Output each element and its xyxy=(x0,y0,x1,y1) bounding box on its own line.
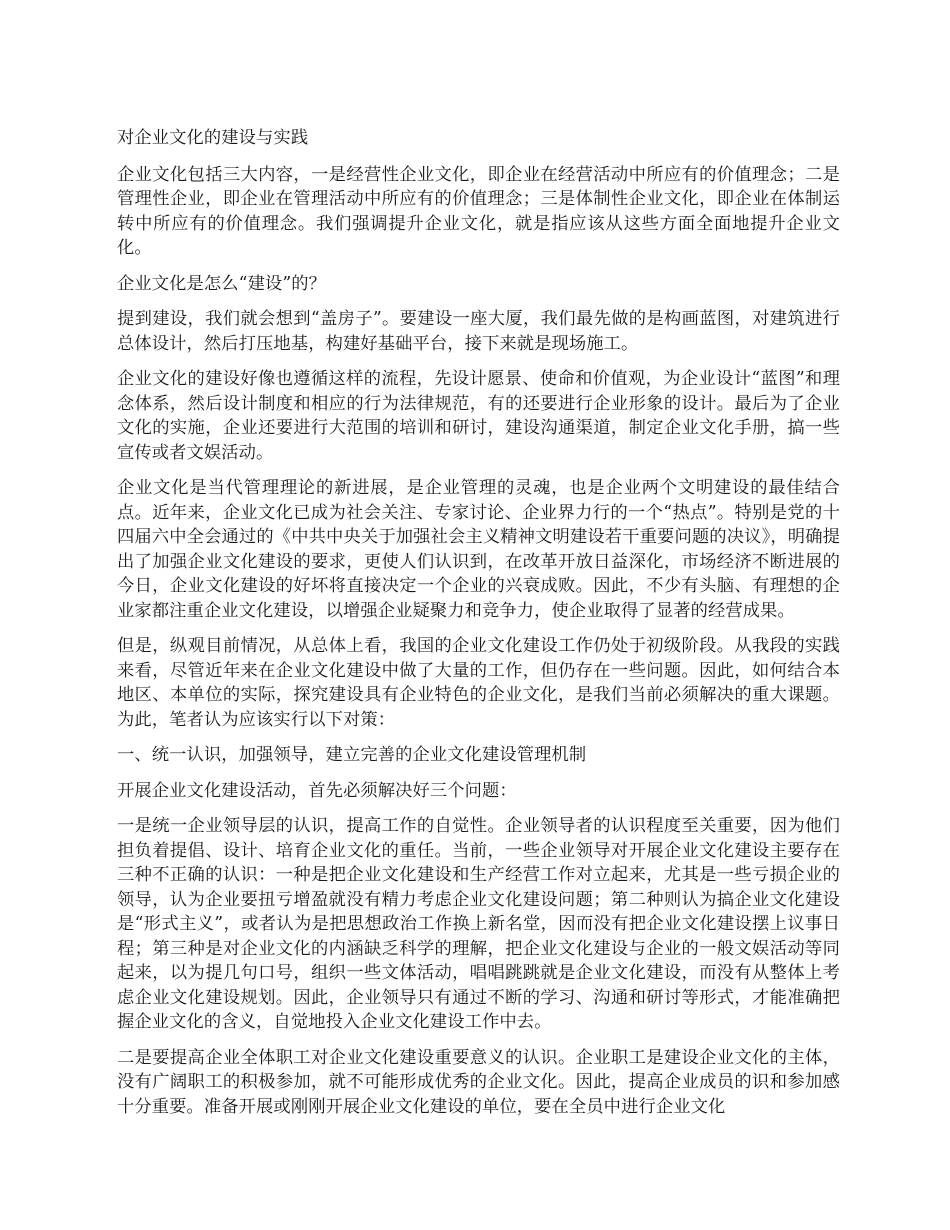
paragraph-process: 企业文化的建设好像也遵循这样的流程，先设计愿景、使命和价值观，为企业设计“蓝图”和理念体系，然后设计制度和相应的行为法律规范，有的还要进行企业形象的设计。最后为了企业文化的实施，企业还要进行大范围的培训和研讨，建设沟通渠道，制定企业文化手册，搞一些宣传或者文娱活动。 xyxy=(117,369,840,463)
paragraph-house-analogy: 提到建设，我们就会想到“盖房子”。要建设一座大厦，我们最先做的是构画蓝图，对建筑进行总体设计，然后打压地基，构建好基础平台，接下来就是现场施工。 xyxy=(117,309,840,354)
paragraph-three-problems: 开展企业文化建设活动，首先必须解决好三个问题： xyxy=(117,780,517,801)
paragraph-theory: 企业文化是当代管理理论的新进展，是企业管理的灵魂，也是企业两个文明建设的最佳结合点。近年来，企业文化已成为社会关注、专家讨论、企业界力行的一个“热点”。特别是党的十四届六中全会通过的《中共中央关于加强社会主义精神文明建设若干重要问题的决议》，明确提出了加强企业文化建设的要求，更使人们认识到，在改革开放日益深化，市场经济不断进展的今日，企业文化建设的好坏将直接决定一个企业的兴衰成败。因此，不少有头脑、有理想的企业家都注重企业文化建设，以增强企业疑聚力和竞争力，使企业取得了显著的经营成果。 xyxy=(117,478,840,621)
section-heading-1: 一、统一认识，加强领导，建立完善的企业文化建设管理机制 xyxy=(117,745,587,765)
paragraph-leadership: 一是统一企业领导层的认识，提高工作的自觉性。企业领导者的认识程度至关重要，因为他们担负着提倡、设计、培育企业文化的重任。当前，一些企业领导对开展企业文化建设主要存在三种不正确的认识：一种是把企业文化建设和生产经营工作对立起来，尤其是一些亏损企业的领导，认为企业要扭亏增盈就没有精力考虑企业文化建设问题；第二种则认为搞企业文化建设是“形式主义”，或者认为是把思想政治工作换上新名堂，因而没有把企业文化建设摆上议事日程；第三种是对企业文化的内涵缺乏科学的理解，把企业文化建设与企业的一般文娱活动等同起来，以为提几句口号，组织一些文体活动，唱唱跳跳就是企业文化建设，而没有从整体上考虑企业文化建设规划。因此，企业领导只有通过不断的学习、沟通和研讨等形式，才能准确把握企业文化的含义，自觉地投入企业文化建设工作中去。 xyxy=(117,816,840,1032)
document-title: 对企业文化的建设与实践 xyxy=(117,128,309,148)
paragraph-current-situation: 但是，纵观目前情况，从总体上看，我国的企业文化建设工作仍处于初级阶段。从我段的实践来看，尽管近年来在企业文化建设中做了大量的工作，但仍存在一些问题。因此，如何结合本地区、本单位的实际，探究建设具有企业特色的企业文化，是我们当前必须解决的重大课题。为此，笔者认为应该实行以下对策： xyxy=(117,636,840,730)
document-page xyxy=(117,126,840,1130)
paragraph-question: 企业文化是怎么“建设”的？ xyxy=(117,273,327,294)
paragraph-intro: 企业文化包括三大内容，一是经营性企业文化，即企业在经营活动中所应有的价值理念；二是管理性企业，即企业在管理活动中所应有的价值理念；三是体制性企业文化，即企业在体制运转中所应有的价值理念。我们强调提升企业文化，就是指应该从这些方面全面地提升企业文化。 xyxy=(117,164,840,258)
paragraph-employees: 二是要提高企业全体职工对企业文化建设重要意义的认识。企业职工是建设企业文化的主体，没有广阔职工的积极参加，就不可能形成优秀的企业文化。因此，提高企业成员的识和参加感十分重要。准备开展或刚刚开展企业文化建设的单位，要在全员中进行企业文化 xyxy=(117,1047,840,1117)
